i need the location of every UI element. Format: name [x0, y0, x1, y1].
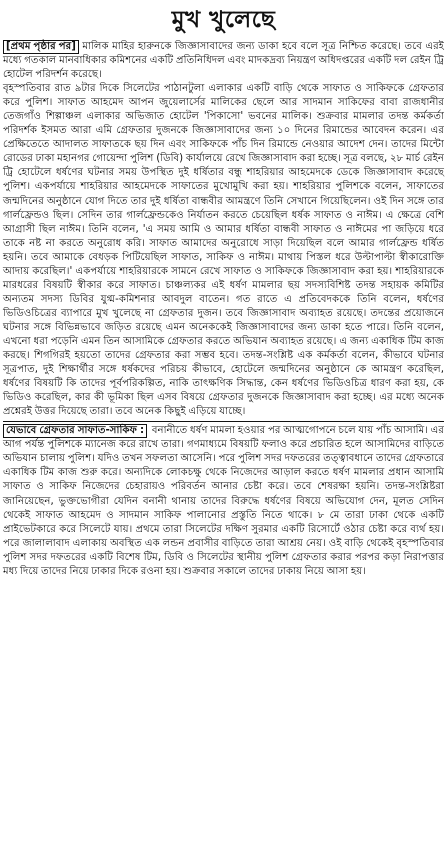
- paragraph-2-text: বৃহস্পতিবার রাত ৯টার দিকে সিলেটের পাঠানটুলা এলাকার একটি বাড়ি থেকে সাফাত ও সাকিফকে গ্রেফতার করে পুলিশ। সাফাত আহমেদ আপন জুয়েলার্সের মালিকের ছেলে আর সাদমান সাকিফের বাবা রাজধানীর তেজগাঁও শিল্পাঞ্চল এলাকার অভিজাত হোটেল 'পিকাসো' ভবনের মালিক। শুক্রবার মামলার তদন্ত কর্মকর্তা পরিদর্শক ইসমত আরা এমি গ্রেফতার দুজনকে জিজ্ঞাসাবাদের জন্য ১০ দিনের রিমান্ডের আবেদন করেন। এর প্রেক্ষিতেতে আদালত সাফাতকে ছয় দিন এবং সাকিফকে পাঁচ দিন রিমান্ডে নেওয়ার আদেশ দেন। তাদের মিন্টো রোডের ঢাকা মহানগর গোয়েন্দা পুলিশ (ডিবি) কার্যালয়ে রেখে জিজ্ঞাসাবাদ করা হচ্ছে। সূত্র বলছে, ২৮ মার্চ রেইন ট্রি হোটেলে ধর্ষণের ঘটনার সময় উপস্থিত দুই ধর্ষিতার বন্ধু শাহরিয়ার আহমেদকে ডেকে জিজ্ঞাসাবাদ করেছে পুলিশ। একপর্যায়ে শাহরিয়ার আহমেদকে সাফাতের মুখোমুখি করা হয়। শাহরিয়ার পুলিশকে বলেন, সাফাতের জন্মদিনের অনুষ্ঠানে যোগ দিতে তার দুই ধর্ষিতা বান্ধবীর আমন্ত্রণে তিনি সেখানে গিয়েছিলেন। ওই দিন সঙ্গে তার গার্লফ্রেন্ডও ছিল। সেদিন তার গার্লফ্রেন্ডকেও নির্যাতন করতে চেয়েছিল ধর্ষক সাফাত ও নাঈম। এ ক্ষেত্রে বেশি আগ্রাসী ছিল নাঈম। তিনি বলেন, 'এ সময় আমি ও আমার ধর্ষিতা বান্ধবী সাফাত ও নাঈমের পা জড়িয়ে ধরে তাকে নষ্ট না করতে অনুরোধ করি। সাফাত আমাদের অনুরোধে সাড়া দিয়েছিল বলে আমার গার্লফ্রেন্ড ধর্ষিত হয়নি। তবে আমাকে বেধড়ক পিটিয়েছিল সাফাত, সাকিফ ও নাঈম। মাথায় পিস্তল ধরে উল্টাপাল্টা স্বীকারোক্তি আদায় করেছিল।' একপর্যায়ে শাহরিয়ারকে সামনে রেখে সাফাত ও সাকিফকে জিজ্ঞাসাবাদ করা হয়। শাহরিয়ারকে মারধরের বিষয়টি স্বীকার করে সাফাত। চাঞ্চল্যকর এই ধর্ষণ মামলার ছয় সদস্যবিশিষ্ট তদন্ত সহায়ক কমিটির অন্যতম সদস্য ডিবির যুগ্ম-কমিশনার আবদুল বাতেন। গত রাতে এ প্রতিবেদককে তিনি বলেন, ধর্ষণের ভিডিওচিত্রের ব্যাপারে মুখ খুলেছে না গ্রেফতার দুজন। তবে জিজ্ঞাসাবাদ অব্যাহত রয়েছে। তদন্তের প্রয়োজনে ঘটনার সঙ্গে বিভিন্নভাবে জড়িত রয়েছে এমন অনেককেই জিজ্ঞাসাবাদের জন্য ডাকা হতে পারে। তিনি বলেন, এখনো ধরা পড়েনি এমন তিন আসামিকে গ্রেফতার করতে অভিযান অব্যাহত রয়েছে। এ জন্য একাধিক টিম কাজ করছে। শিগগিরই হয়তো তাদের গ্রেফতার করা সম্ভব হবে। তদন্ত-সংশ্লিষ্ট এক কর্মকর্তা বলেন, কীভাবে ঘটনার সূত্রপাত, দুই শিক্ষার্থীর সঙ্গে ধর্ষকদের পরিচয় কীভাবে, হোটেলে জন্মদিনের অনুষ্ঠানে কে আমন্ত্রণ করেছিল, ধর্ষণের বিষয়টি কি তাদের পূর্বপরিকল্পিত, নাকি তাৎক্ষণিক সিদ্ধান্ত, কেন ধর্ষণের ভিডিওচিত্র ধারণ করা হয়, কে ভিডিও করেছিল, কার কী ভূমিকা ছিল এসব বিষয়ে গ্রেফতার দুজনকে জিজ্ঞাসাবাদ করা হচ্ছে। এর মধ্যে অনেক প্রশ্নেরই উত্তর দিয়েছে তারা। তবে অনেক কিছুই এড়িয়ে যাচ্ছে।: [3, 83, 444, 418]
- section-2-paragraph: [3, 424, 444, 579]
- section-2-text: বনানীতে ধর্ষণ মামলা হওয়ার পর আত্মগোপনে চলে যায় পাঁচ আসামি। এর আগ পর্যন্ত পুলিশকে ম্যানেজ করে রাখে তারা। গণমাধ্যমে বিষয়টি ফলাও করে প্রচারিত হলে আসামিদের বাড়িতে অভিযান চালায় পুলিশ। যদিও তখন সফলতা আসেনি। পরে পুলিশ সদর দফতরের তত্ত্বাবধানে তাদের গ্রেফতারে একাধিক টিম কাজ শুরু করে। অন্যদিকে লোকচক্ষু থেকে নিজেদের আড়াল করতে ধর্ষণ মামলার প্রধান আসামি সাফাত ও সাকিফ নিজেদের চেহারায়ও পরিবর্তন আনার চেষ্টা করে। তবে শেষরক্ষা হয়নি। তদন্ত-সংশ্লিষ্টরা জানিয়েছেন, ভুক্তভোগীরা যেদিন বনানী থানায় তাদের বিরুদ্ধে ধর্ষণের বিষয়ে অভিযোগ দেন, মূলত সেদিন থেকেই সাফাত আহমেদ ও সাদমান সাকিফ পালানোর প্রস্তুতি নিতে থাকে। ৮ মে তারা ঢাকা থেকে একটি প্রাইভেটকারে করে সিলেটে যায়। প্রথমে তারা সিলেটের দক্ষিণ সুরমার একটি রিসোর্টে ওঠার চেষ্টা করে ব্যর্থ হয়। পরে জালালাবাদ এলাকায় অবস্থিত এক লন্ডন প্রবাসীর বাড়িতে তারা আশ্রয় নেয়। ওই বাড়ি থেকেই বৃহস্পতিবার পুলিশ সদর দফতরের একটি বিশেষ টিম, ডিবি ও সিলেটের স্থানীয় পুলিশ গ্রেফতার করার পরপর কড়া নিরাপত্তার মধ্য দিয়ে তাদের নিয়ে ঢাকার দিকে রওনা হয়। শুক্রবার সকালে তাদের ঢাকায় নিয়ে আসা হয়।: [3, 425, 444, 577]
- subhead: যেভাবে গ্রেফতার সাফাত-সাকিফ :: [3, 424, 147, 438]
- headline-area: [3, 0, 444, 40]
- section-divider: [3, 421, 444, 422]
- continuation-label: [প্রথম পৃষ্ঠার পর]: [3, 40, 79, 54]
- paragraph-1: [3, 40, 444, 82]
- article-body: [3, 40, 444, 579]
- paragraph-2: [3, 82, 444, 419]
- headline: মুখ খুলেছে: [171, 6, 276, 33]
- paragraph-1-text: মালিক মাহির হারুনকে জিজ্ঞাসাবাদের জন্য ডাকা হবে বলে সূত্র নিশ্চিত করেছে। তবে এরই মধ্যে গতকাল মানবাধিকার কমিশনের একটি প্রতিনিধিদল এবং মাদকদ্রব্য নিয়ন্ত্রণ অধিদপ্তরের একটি দল রেইন ট্রি হোটেল পরিদর্শন করেছে।: [3, 41, 444, 81]
